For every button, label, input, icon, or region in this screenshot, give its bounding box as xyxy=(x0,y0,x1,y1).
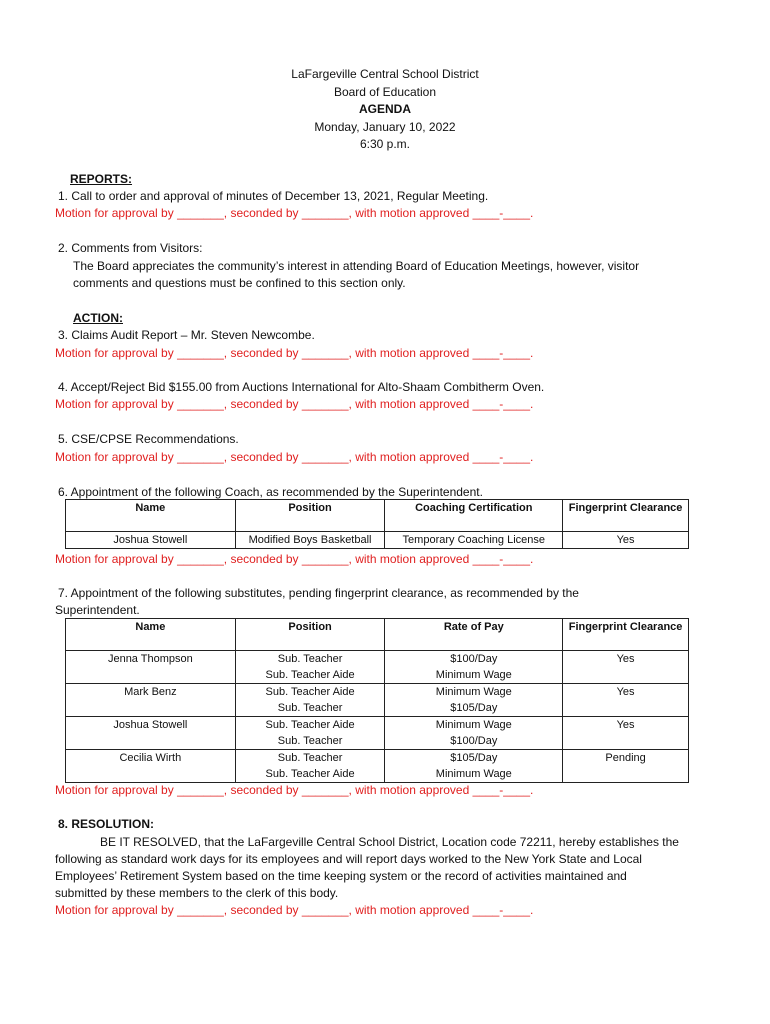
item-5: 5. CSE/CPSE Recommendations. xyxy=(58,432,239,446)
sub-name: Cecilia Wirth xyxy=(66,750,236,783)
board-name: Board of Education xyxy=(333,84,437,99)
subs-header-rate: Rate of Pay xyxy=(385,619,563,651)
sub-clearance: Yes xyxy=(563,684,689,717)
item-1: 1. Call to order and approval of minutes of December 13, 2021, Regular Meeting. xyxy=(58,189,489,203)
sub-position: Sub. Teacher Sub. Teacher Aide xyxy=(235,651,385,684)
subs-header-name: Name xyxy=(66,619,236,651)
sub-position: Sub. Teacher Sub. Teacher Aide xyxy=(235,750,385,783)
sub-name: Joshua Stowell xyxy=(66,717,236,750)
sub-rate: $105/Day Minimum Wage xyxy=(385,750,563,783)
resolution-heading: 8. RESOLUTION: xyxy=(58,817,155,831)
substitutes-table xyxy=(65,618,689,783)
coach-name: Joshua Stowell xyxy=(66,532,236,549)
table-row xyxy=(66,750,689,783)
reports-heading: REPORTS: xyxy=(70,172,133,186)
meeting-time: 6:30 p.m. xyxy=(359,137,411,151)
coach-clearance: Yes xyxy=(563,532,689,549)
coach-header-clearance: Fingerprint Clearance xyxy=(563,500,689,532)
sub-rate: $100/Day Minimum Wage xyxy=(385,651,563,684)
subs-header-position: Position xyxy=(235,619,385,651)
coach-header-name: Name xyxy=(66,500,236,532)
sub-rate: Minimum Wage $105/Day xyxy=(385,684,563,717)
sub-name: Jenna Thompson xyxy=(66,651,236,684)
motion-line-7: Motion for approval by _______, seconded by _______, with motion approved ____-____. xyxy=(55,783,534,797)
sub-clearance: Yes xyxy=(563,717,689,750)
item-2-body-line-1: The Board appreciates the community’s interest in attending Board of Education Meetings, however, visitor xyxy=(73,259,640,273)
subs-header-clearance: Fingerprint Clearance xyxy=(563,619,689,651)
district-name: LaFargeville Central School District xyxy=(291,67,479,81)
table-row xyxy=(66,717,689,750)
sub-rate: Minimum Wage $100/Day xyxy=(385,717,563,750)
sub-clearance: Yes xyxy=(563,651,689,684)
sub-clearance: Pending xyxy=(563,750,689,783)
table-row xyxy=(66,684,689,717)
motion-line-5: Motion for approval by _______, seconded by _______, with motion approved ____-____. xyxy=(55,450,534,464)
meeting-date: Monday, January 10, 2022 xyxy=(314,119,456,134)
agenda-header xyxy=(0,66,770,154)
item-2-body-line-2: comments and questions must be confined to this section only. xyxy=(73,276,406,290)
sub-name: Mark Benz xyxy=(66,684,236,717)
resolution-line-3: Employees’ Retirement System based on the time keeping system or the record of activities maintained and xyxy=(55,869,627,883)
table-row xyxy=(66,532,689,549)
resolution-line-2: following as standard work days for its employees and will report days worked to the New York State and Local xyxy=(55,852,642,866)
item-7-line-1: 7. Appointment of the following substitutes, pending fingerprint clearance, as recommended by the xyxy=(58,586,579,600)
resolution-lead: BE IT RESOLVED xyxy=(100,835,198,849)
action-heading: ACTION: xyxy=(73,311,123,325)
item-6: 6. Appointment of the following Coach, as recommended by the Superintendent. xyxy=(58,485,483,499)
coach-certification: Temporary Coaching License xyxy=(385,532,563,549)
item-7-line-2: Superintendent. xyxy=(55,603,140,617)
coach-position: Modified Boys Basketball xyxy=(235,532,385,549)
item-3: 3. Claims Audit Report – Mr. Steven Newcombe. xyxy=(58,328,315,342)
coach-table-header xyxy=(66,500,689,532)
subs-table-header xyxy=(66,619,689,651)
motion-line-1: Motion for approval by _______, seconded by _______, with motion approved ____-____. xyxy=(55,206,534,220)
motion-line-4: Motion for approval by _______, seconded by _______, with motion approved ____-____. xyxy=(55,397,534,411)
coach-header-position: Position xyxy=(235,500,385,532)
item-4: 4. Accept/Reject Bid $155.00 from Auctions International for Alto-Shaam Combitherm Oven. xyxy=(58,380,545,394)
resolution-line-1: BE IT RESOLVED, that the LaFargeville Central School District, Location code 72211, hereby establishes the xyxy=(100,835,679,849)
agenda-title: AGENDA xyxy=(358,102,411,116)
resolution-line-4: submitted by these members to the clerk of this body. xyxy=(55,886,339,900)
sub-position: Sub. Teacher Aide Sub. Teacher xyxy=(235,684,385,717)
coach-header-certification: Coaching Certification xyxy=(385,500,563,532)
coach-table xyxy=(65,499,689,549)
item-2-title: 2. Comments from Visitors: xyxy=(58,241,203,255)
sub-position: Sub. Teacher Aide Sub. Teacher xyxy=(235,717,385,750)
motion-line-3: Motion for approval by _______, seconded by _______, with motion approved ____-____. xyxy=(55,346,534,360)
motion-line-6: Motion for approval by _______, seconded by _______, with motion approved ____-____. xyxy=(55,552,534,566)
table-row xyxy=(66,651,689,684)
motion-line-8: Motion for approval by _______, seconded by _______, with motion approved ____-____. xyxy=(55,903,534,917)
